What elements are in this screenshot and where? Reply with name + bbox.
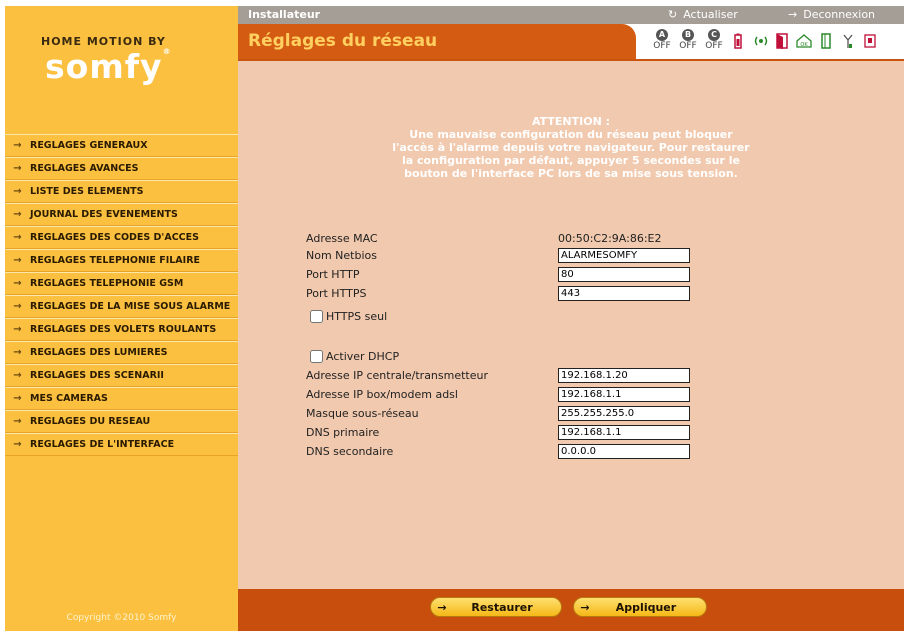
arrow-right-icon: →	[13, 393, 22, 404]
arrow-right-icon: →	[580, 600, 590, 614]
sidebar-item-scenarii[interactable]	[5, 364, 238, 387]
sidebar-item-reseau[interactable]	[5, 410, 238, 433]
zone-state: OFF	[679, 41, 697, 51]
house-ok-icon	[796, 31, 812, 51]
apply-label: Appliquer	[615, 600, 677, 614]
mac-value: 00:50:C2:9A:86:E2	[558, 232, 662, 245]
sidebar-item-liste-elements[interactable]	[5, 180, 238, 203]
warning-message	[388, 115, 754, 180]
sidebar-item-cameras[interactable]	[5, 387, 238, 410]
arrow-right-icon: →	[13, 370, 22, 381]
ip-central-input[interactable]	[558, 368, 690, 383]
dns-secondary-label: DNS secondaire	[306, 445, 394, 458]
https-only-row	[310, 308, 387, 324]
zone-letter: B	[682, 29, 694, 41]
sidebar-item-label: REGLAGES DES VOLETS ROULANTS	[30, 324, 217, 335]
dhcp-label: Activer DHCP	[326, 349, 400, 363]
sidebar-item-label: REGLAGES GENERAUX	[30, 140, 148, 151]
arrow-right-icon: →	[13, 347, 22, 358]
content-area	[238, 61, 904, 589]
svg-text:OK: OK	[800, 41, 808, 48]
zone-state: OFF	[653, 41, 671, 51]
zone-letter: C	[708, 29, 720, 41]
sidebar-item-telephonie-gsm[interactable]	[5, 272, 238, 295]
arrow-right-icon: →	[13, 255, 22, 266]
arrow-right-icon: →	[13, 439, 22, 450]
zone-state: OFF	[705, 41, 723, 51]
radio-signal-icon	[752, 31, 768, 51]
arrow-right-icon: →	[13, 324, 22, 335]
logout-label: Deconnexion	[803, 8, 876, 21]
warning-heading: ATTENTION :	[531, 115, 611, 128]
sidebar-menu	[5, 134, 238, 456]
brand-tagline: HOME MOTION BY	[41, 35, 166, 48]
arrow-right-icon: →	[13, 278, 22, 289]
arrow-right-icon: →	[13, 140, 22, 151]
netbios-input[interactable]	[558, 248, 690, 263]
sidebar-item-label: REGLAGES DE LA MISE SOUS ALARME	[30, 301, 231, 312]
arrow-right-icon: →	[13, 232, 22, 243]
sidebar-item-interface[interactable]	[5, 433, 238, 456]
brand-name: somfy®	[45, 47, 172, 86]
sidebar-item-label: REGLAGES TELEPHONIE FILAIRE	[30, 255, 200, 266]
copyright: Copyright ©2010 Somfy	[66, 613, 177, 623]
sidebar-item-label: REGLAGES AVANCES	[30, 163, 139, 174]
sidebar-item-label: REGLAGES DU RESEAU	[30, 416, 151, 427]
arrow-right-icon: →	[13, 301, 22, 312]
sidebar-item-volets-roulants[interactable]	[5, 318, 238, 341]
dns-secondary-input[interactable]	[558, 444, 690, 459]
https-only-label: HTTPS seul	[326, 309, 388, 323]
sidebar-item-label: REGLAGES DE L'INTERFACE	[30, 439, 175, 450]
restore-label: Restaurer	[471, 600, 533, 614]
sidebar-item-mise-sous-alarme[interactable]	[5, 295, 238, 318]
sidebar-item-label: MES CAMERAS	[30, 393, 108, 404]
arrow-right-icon: →	[13, 186, 22, 197]
warning-text: Une mauvaise configuration du réseau peut bloquer l'accès à l'alarme depuis votre navigateur. Pour restaurer la configuration par défaut, appuyer 5 secondes sur le bouton de l'interface PC lors de sa mise sous tension.	[392, 128, 750, 180]
status-icons	[652, 29, 878, 52]
https-port-label: Port HTTPS	[306, 287, 367, 300]
sidebar-item-telephonie-filaire[interactable]	[5, 249, 238, 272]
sidebar-item-label: REGLAGES DES CODES D'ACCES	[30, 232, 199, 243]
https-port-input[interactable]	[558, 286, 690, 301]
subnet-mask-input[interactable]	[558, 406, 690, 421]
sidebar-item-lumieres[interactable]	[5, 341, 238, 364]
sidebar-item-label: LISTE DES ELEMENTS	[30, 186, 144, 197]
subnet-mask-label: Masque sous-réseau	[306, 407, 419, 420]
http-port-input[interactable]	[558, 267, 690, 282]
dhcp-checkbox[interactable]	[310, 350, 323, 363]
arrow-right-icon: →	[788, 8, 798, 21]
brand-logo	[5, 6, 238, 134]
page-title: Réglages du réseau	[248, 31, 438, 51]
logout-link[interactable]	[788, 8, 875, 21]
sidebar-item-label: REGLAGES DES LUMIERES	[30, 347, 168, 358]
arrow-right-icon: →	[437, 600, 447, 614]
title-tab	[238, 24, 636, 59]
sidebar-item-label: REGLAGES DES SCENARII	[30, 370, 164, 381]
door-closed-icon	[818, 31, 834, 51]
dhcp-row	[310, 348, 399, 364]
sidebar-item-codes-acces[interactable]	[5, 226, 238, 249]
netbios-label: Nom Netbios	[306, 249, 377, 262]
http-port-label: Port HTTP	[306, 268, 360, 281]
sidebar-item-label: REGLAGES TELEPHONIE GSM	[30, 278, 184, 289]
https-only-checkbox[interactable]	[310, 310, 323, 323]
arrow-right-icon: →	[13, 416, 22, 427]
battery-icon	[730, 31, 746, 51]
ip-box-label: Adresse IP box/modem adsl	[306, 388, 458, 401]
refresh-icon: ↻	[668, 8, 678, 21]
sidebar-item-journal[interactable]	[5, 203, 238, 226]
arrow-right-icon: →	[13, 163, 22, 174]
apply-button[interactable]	[573, 597, 707, 617]
action-bar	[238, 589, 904, 631]
arrow-right-icon: →	[13, 209, 22, 220]
zone-c-status	[704, 29, 724, 52]
refresh-link[interactable]	[668, 8, 738, 21]
tamper-icon	[862, 31, 878, 51]
top-bar	[238, 6, 904, 24]
door-open-icon	[774, 31, 790, 51]
zone-b-status	[678, 29, 698, 52]
antenna-icon	[840, 31, 856, 51]
title-bar	[238, 24, 904, 61]
mac-label: Adresse MAC	[306, 232, 378, 245]
sidebar-item-reglages-avances[interactable]	[5, 157, 238, 180]
zone-letter: A	[656, 29, 668, 41]
dns-primary-input[interactable]	[558, 425, 690, 440]
ip-box-input[interactable]	[558, 387, 690, 402]
sidebar-item-reglages-generaux[interactable]	[5, 134, 238, 157]
section-label: Installateur	[248, 8, 321, 21]
restore-button[interactable]	[430, 597, 562, 617]
ip-central-label: Adresse IP centrale/transmetteur	[306, 369, 489, 382]
dns-primary-label: DNS primaire	[306, 426, 380, 439]
sidebar	[5, 6, 238, 631]
sidebar-item-label: JOURNAL DES EVENEMENTS	[30, 209, 178, 220]
zone-a-status	[652, 29, 672, 52]
refresh-label: Actualiser	[683, 8, 738, 21]
